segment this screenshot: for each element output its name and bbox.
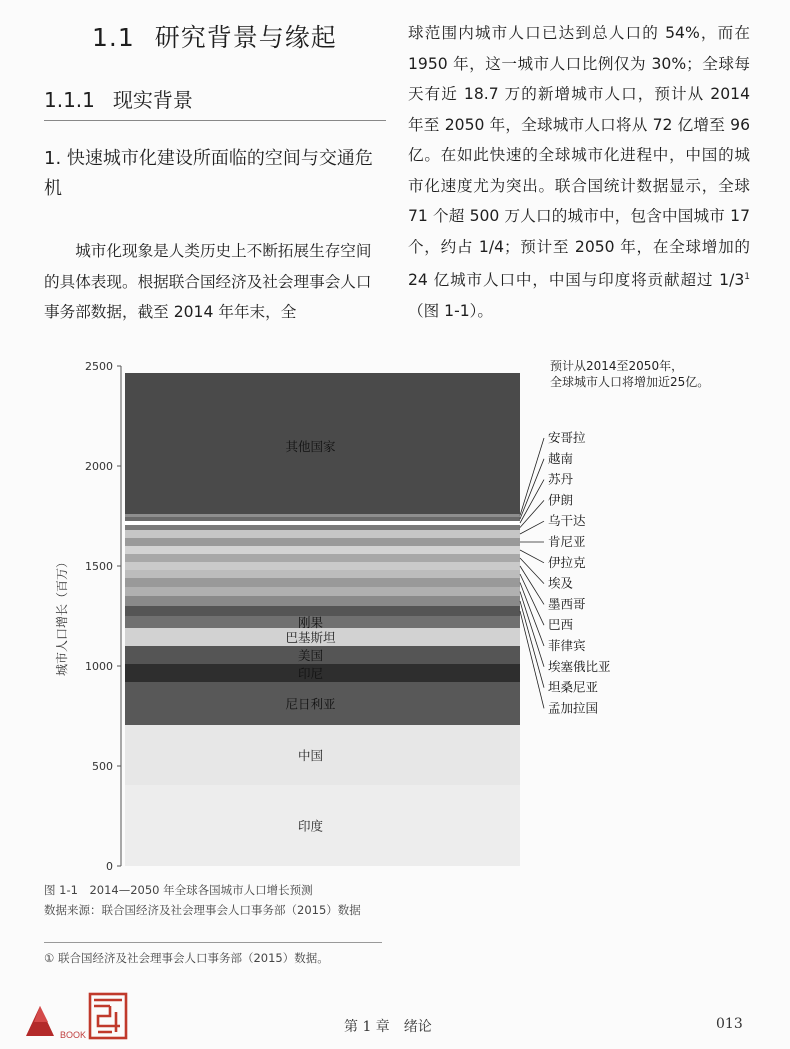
y-tick-label: 2500 <box>85 360 113 373</box>
page-number: 013 <box>716 1016 743 1032</box>
paragraph-right-end: （图 1-1）。 <box>408 301 494 320</box>
leader-line <box>520 592 544 667</box>
chart-annotation: 全球城市人口将增加近25亿。 <box>550 375 710 389</box>
logo-icon <box>24 992 129 1042</box>
bar-segment <box>125 521 520 525</box>
bar-segment <box>125 596 520 606</box>
bar-segment-label: 尼日利亚 <box>285 696 336 712</box>
bar-segment-label: 中国 <box>297 748 324 763</box>
y-tick-label: 1500 <box>85 560 113 573</box>
leader-line <box>520 550 544 563</box>
paragraph-left: 城市化现象是人类历史上不断拓展生存空间的具体表现。根据联合国经济及社会理事会人口事务部数据，截至 2014 年年末，全 <box>44 242 372 321</box>
paragraph-right <box>408 18 750 326</box>
publisher-logo <box>24 992 129 1042</box>
y-tick-label: 2000 <box>85 460 113 473</box>
stacked-bar-chart <box>30 352 750 872</box>
legend-label: 乌干达 <box>548 513 586 529</box>
bar-segment <box>125 570 520 578</box>
figure-caption <box>44 880 361 920</box>
figure-source: 数据来源：联合国经济及社会理事会人口事务部（2015）数据 <box>44 903 361 917</box>
legend-label: 越南 <box>548 450 574 466</box>
footnote: ① 联合国经济及社会理事会人口事务部（2015）数据。 <box>44 951 329 965</box>
leader-line <box>520 480 544 523</box>
y-axis-title: 城市人口增长（百万） <box>55 555 69 677</box>
legend-label: 巴西 <box>548 617 574 633</box>
legend-label: 孟加拉国 <box>548 700 599 716</box>
section-number: 1.1 <box>92 23 135 52</box>
subsection-rule <box>44 120 386 121</box>
bar-segment <box>125 514 520 517</box>
bar-segment-label: 巴基斯坦 <box>285 630 336 645</box>
y-tick-label: 0 <box>106 860 113 872</box>
y-tick-label: 1000 <box>85 660 113 673</box>
legend-label: 安哥拉 <box>548 430 586 445</box>
paragraph-right-text: 球范围内城市人口已达到总人口的 54%，而在 1950 年，这一城市人口比例仅为 30%；全球每天有近 18.7 万的新增城市人口，预计从 2014 年至 2050 年，全球城市人口将从 72 亿增至 96 亿。在如此快速的全球城市化进程中，中国的城市化速度尤为突出。联合国统计数据显示，全球 71 个超 500 万人口的城市中，包含中国城市 17 个，约占 1/4；预计至 2050 年，在全球增加的 24 亿城市人口中，中国与印度将贡献超过 1/3 <box>408 24 750 290</box>
leader-line <box>520 459 544 519</box>
subsection-number: 1.1.1 <box>44 88 95 112</box>
bar-segment-label: 其他国家 <box>285 439 336 454</box>
section-heading <box>92 18 337 54</box>
leader-line <box>520 611 544 708</box>
legend-label: 埃塞俄比亚 <box>548 658 611 674</box>
bar-segment <box>125 525 520 530</box>
legend-label: 苏丹 <box>548 471 574 487</box>
subsubsection-heading: 1. 快速城市化建设所面临的空间与交通危机 <box>44 148 373 199</box>
legend-label: 肯尼亚 <box>548 534 586 549</box>
legend-label: 坦桑尼亚 <box>548 679 599 695</box>
legend-label: 菲律宾 <box>548 638 586 653</box>
legend-label: 伊拉克 <box>548 554 586 570</box>
bar-segment <box>125 538 520 546</box>
bar-segment-label: 刚果 <box>297 615 324 630</box>
bar-segment <box>125 554 520 562</box>
figure-chart <box>30 352 750 872</box>
leader-line <box>520 574 544 625</box>
footnote-rule <box>44 942 382 943</box>
subsection-heading <box>44 84 193 113</box>
chart-annotation: 预计从2014至2050年， <box>550 359 684 373</box>
legend-label: 墨西哥 <box>548 596 586 612</box>
bar-segment <box>125 587 520 596</box>
legend-label: 埃及 <box>548 575 574 591</box>
leader-line <box>520 566 544 604</box>
legend-label: 伊朗 <box>548 492 574 508</box>
section-title: 研究背景与缘起 <box>154 23 337 52</box>
bar-segment <box>125 562 520 570</box>
bar-segment-label: 印尼 <box>297 666 324 681</box>
subsection-title: 现实背景 <box>112 88 193 112</box>
bar-segment <box>125 546 520 554</box>
bar-segment <box>125 530 520 538</box>
bar-segment <box>125 578 520 587</box>
bar-segment <box>125 517 520 521</box>
bar-segment-label: 印度 <box>297 818 324 834</box>
footer-chapter: 第 1 章 绪论 <box>344 1019 432 1035</box>
logo-text: BOOK <box>60 1030 87 1040</box>
leader-line <box>520 558 544 584</box>
footnote-ref: 1 <box>744 272 750 282</box>
bar-segment-label: 美国 <box>297 648 324 663</box>
y-tick-label: 500 <box>92 760 113 773</box>
figure-title: 图 1-1 2014—2050 年全球各国城市人口增长预测 <box>44 883 313 897</box>
